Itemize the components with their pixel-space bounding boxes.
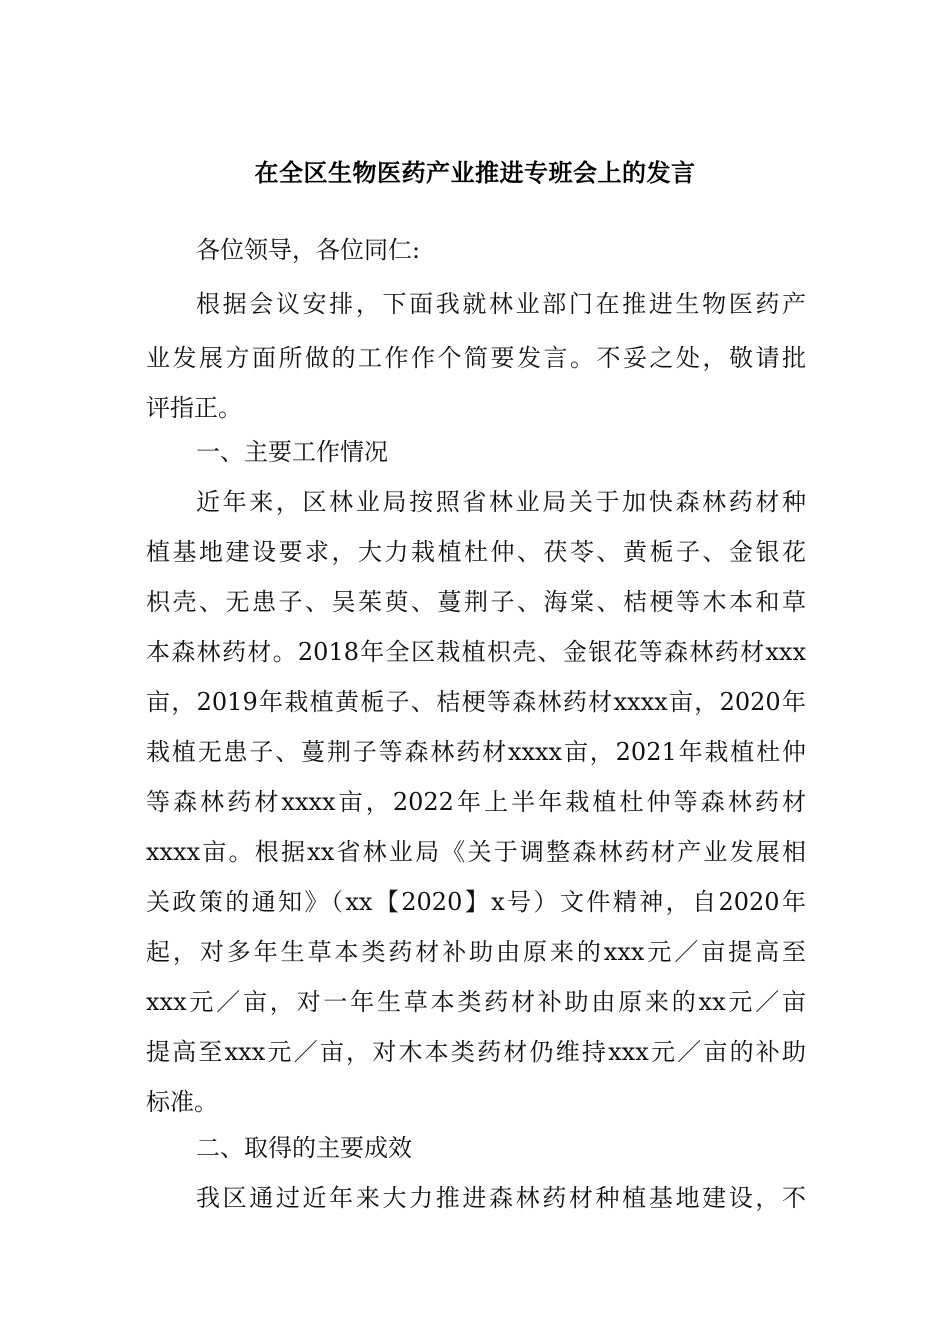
paragraph-line: 亩，2019年栽植黄栀子、桔梗等森林药材xxxx亩，2020年: [146, 688, 806, 716]
paragraph-line: 枳壳、无患子、吴茱萸、蔓荆子、海棠、桔梗等木本和草: [146, 588, 806, 616]
paragraph-line: 我区通过近年来大力推进森林药材种植基地建设，不: [196, 1184, 806, 1212]
section-heading: 一、主要工作情况: [196, 438, 388, 466]
paragraph-line: 植基地建设要求，大力栽植杜仲、茯苓、黄栀子、金银花: [146, 538, 806, 566]
paragraph-line: 起，对多年生草本类药材补助由原来的xxx元／亩提高至: [146, 938, 806, 966]
paragraph-line: 近年来，区林业局按照省林业局关于加快森林药材种: [196, 488, 806, 516]
paragraph-line: 提高至xxx元／亩，对木本类药材仍维持xxx元／亩的补助: [146, 1038, 806, 1066]
salutation: 各位领导，各位同仁:: [196, 236, 421, 264]
paragraph-line: 本森林药材。2018年全区栽植枳壳、金银花等森林药材xxx: [146, 638, 806, 666]
section-heading: 二、取得的主要成效: [196, 1134, 412, 1162]
paragraph-line: xxxx亩。根据xx省林业局《关于调整森林药材产业发展相: [146, 838, 806, 866]
paragraph-line: 根据会议安排，下面我就林业部门在推进生物医药产: [196, 290, 806, 318]
paragraph-line: 等森林药材xxxx亩，2022年上半年栽植杜仲等森林药材: [146, 788, 806, 816]
paragraph-line: 栽植无患子、蔓荆子等森林药材xxxx亩，2021年栽植杜仲: [146, 738, 806, 766]
document-title: 在全区生物医药产业推进专班会上的发言: [254, 158, 696, 187]
paragraph-line: 业发展方面所做的工作作个简要发言。不妥之处，敬请批: [146, 344, 806, 372]
paragraph-line: 标准。: [146, 1088, 218, 1116]
paragraph-line: 关政策的通知》（xx【2020】x号）文件精神，自2020年: [146, 888, 806, 916]
paragraph-line: xxx元／亩，对一年生草本类药材补助由原来的xx元／亩: [146, 988, 806, 1016]
paragraph-line: 评指正。: [146, 394, 242, 422]
